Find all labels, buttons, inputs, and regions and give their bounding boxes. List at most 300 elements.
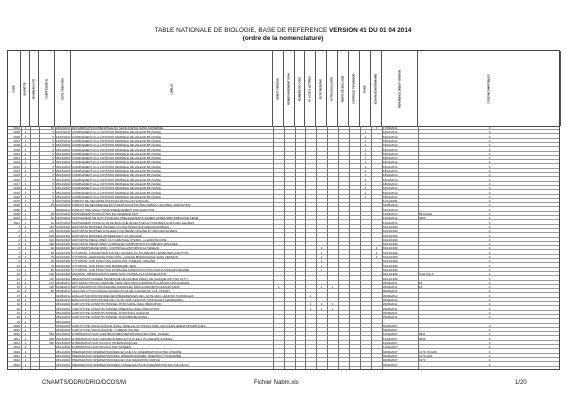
table-cell: 1: [320, 285, 323, 290]
table-cell: 1: [364, 143, 367, 148]
column-header-label: ACTES EXCLUSIFS: [330, 76, 334, 101]
table-cell: 01/12/1999: [383, 255, 398, 259]
table-cell: 80: [50, 250, 54, 255]
table-cell: 0900: [13, 212, 20, 216]
table-cell: PREPARATION SPERMATOZOIDES CONGELES POUR INSEMINATION EN VUE DE FIV: [72, 362, 189, 367]
table-cell: CARYOTYPE CONSTITUTIONNEL POSTNATAL SANGUIN: [72, 310, 150, 315]
table-cell: 1: [320, 306, 323, 311]
table-cell: 0: [488, 298, 491, 302]
table-cell: 23: [16, 319, 20, 324]
column-header-label: RANG: [363, 84, 367, 93]
table-cell: 0010: [13, 151, 20, 156]
table-cell: 01/12/1999: [383, 276, 398, 281]
column-header: [71, 51, 273, 126]
table-cell: 17: [16, 293, 20, 298]
table-cell: 0: [488, 169, 491, 173]
table-cell: CARYOTYPE CONSTITUTIONNEL SUR FIBROBLASTES: [72, 315, 148, 320]
table-cell: 11: [16, 267, 20, 272]
column-header-label: NOMBRE DE CODE: [298, 76, 301, 101]
table-cell: 0: [488, 272, 491, 277]
table-cell: 220: [49, 233, 54, 238]
table-cell: HYBRIDATION SUR CHROMOSOMES EN SITU DE 5 PLUSIEURS SONDES: [72, 336, 173, 341]
table-cell: 1: [24, 181, 27, 186]
column-header: [316, 51, 327, 126]
table-cell: 1: [331, 285, 334, 290]
column-header: [39, 51, 55, 126]
table-cell: HISTOPATH PIECE OPER. COMPLEXE COMPORTANT PLUSIEURS ORGANES: [72, 242, 178, 247]
table-cell: 25/12/2009: [56, 151, 70, 156]
table-cell: [419, 363, 560, 367]
table-cell: CYTOPATH. SUR PONCTION MAMMAIRE, SEIN: [72, 263, 137, 268]
table-cell: ANALYSE CYTOLOGIQUE SIGNIFICATIVE DE CANCER DU COL UTERIN: [72, 289, 170, 294]
table-cell: 115: [49, 224, 54, 229]
table-cell: EX EXTEMPORANE INDIC. CONTROLE HISTOPATH LA TENEUR: [72, 246, 159, 251]
table-cell: 0: [488, 147, 491, 152]
table-cell: 1: [24, 298, 27, 302]
table-cell: 5: [52, 130, 54, 135]
table-cell: 25/12/2009: [56, 186, 70, 191]
table-cell: 350: [49, 341, 54, 345]
table-cell: 50: [50, 126, 54, 130]
table-cell: COMPLEMENT A LA COTATION MINIMALE DE VALEUR B5 (SANG): [72, 164, 162, 169]
table-cell: 0: [488, 246, 491, 251]
table-cell: CARYOTYPE CONSTITUTIONNEL POST-NATAL AVEC INDICATION: [72, 302, 162, 307]
table-cell: 8: [18, 255, 20, 259]
table-cell: 25/12/2009: [56, 164, 70, 169]
table-cell: 0007: [13, 138, 20, 143]
table-cell: COMPLEMENT A LA COTATION MINIMALE DE VALEUR B5 (SANG): [72, 169, 162, 173]
table-cell: 15: [16, 285, 20, 290]
table-cell: 1: [24, 349, 27, 354]
table-cell: 0: [488, 160, 491, 165]
table-cell: 1: [309, 306, 312, 311]
table-cell: 01/12/1999: [383, 229, 398, 234]
table-cell: 01/07/2009: [56, 212, 70, 216]
table-cell: 25/12/2009: [56, 302, 70, 307]
table-cell: 03/06/2007: [383, 349, 398, 354]
table-cell: HISTOPATH BIOPSIES ISOLEES OU MULTIPLES NON REGROUPABLES: [72, 224, 170, 229]
table-cell: 100: [49, 272, 54, 277]
table-cell: [296, 363, 304, 367]
table-cell: 13/04/2013: [383, 216, 398, 221]
table-cell: 1: [24, 267, 27, 272]
table-cell: 25/12/2009: [56, 336, 70, 341]
table-cell: 0811: [13, 336, 20, 341]
table-cell: 1: [24, 220, 27, 225]
table-cell: COMPLEMENT A LA COTATION MINIMALE DE VALEUR B5 (SANG): [72, 181, 162, 186]
table-cell: EVALUATION PROVISOIRE DES PREFERENCES DE L'ACTE 0164: LESIONS TUMORALES: [72, 293, 194, 298]
table-cell: 0823: [13, 362, 20, 367]
table-cell: 25/12/2009: [56, 156, 70, 161]
table-cell: 01/01/1990: [56, 224, 70, 229]
column-header: [8, 51, 21, 126]
table-cell: 14/07/2011: [56, 130, 70, 135]
table-cell: 0176 79 0226: [419, 349, 437, 354]
table-cell: [361, 363, 370, 367]
column-divider: [55, 126, 56, 369]
table-cell: 18/01/2013: [383, 143, 398, 148]
table-cell: 25/12/2009: [56, 345, 70, 350]
table-cell: 01/01/1990: [56, 255, 70, 259]
table-cell: 170: [49, 280, 54, 285]
table-cell: 0020: [13, 194, 20, 199]
table-cell: 25/12/2009: [56, 341, 70, 345]
table-cell: 75: [50, 255, 54, 259]
column-header: [284, 51, 295, 126]
table-cell: 25/12/2009: [56, 319, 70, 324]
table-cell: 22/05/2012: [56, 298, 70, 302]
column-header-label: MAXIMUM ACTE: [32, 78, 36, 99]
table-cell: 1: [320, 255, 323, 259]
table-cell: COMPLEMENT A LA COTATION MINIMALE DE VALEUR B5 (SANG): [72, 190, 162, 195]
table-cell: 5: [52, 190, 54, 195]
table-cell: 0: [488, 177, 491, 182]
table-cell: 1: [331, 302, 334, 307]
table-cell: 03/06/2007: [383, 353, 398, 358]
table-cell: 0: [488, 349, 491, 354]
table-cell: 0: [488, 207, 491, 212]
table-cell: 13/04/2007: [383, 341, 398, 345]
table-cell: 1: [24, 353, 27, 358]
table-cell: 01/01/2013: [383, 207, 398, 212]
table-cell: 15: [419, 280, 423, 285]
table-cell: 0006: [13, 134, 20, 139]
table-cell: 16: [16, 289, 20, 294]
table-cell: 25/12/2009: [56, 358, 70, 363]
table-cell: 1: [320, 263, 323, 268]
table-cell: 1: [24, 276, 27, 281]
table-cell: 0: [488, 358, 491, 363]
table-cell: 1: [24, 199, 27, 204]
table-cell: 01/01/1990: [56, 246, 70, 251]
table-cell: 0: [488, 151, 491, 156]
table-cell: 1: [24, 362, 27, 367]
table-cell: [306, 363, 315, 367]
table-cell: [372, 363, 381, 367]
table-cell: 25/09/2010: [56, 289, 70, 294]
table-cell: 80: [50, 267, 54, 272]
table-cell: 13/04/2007: [383, 345, 398, 350]
table-cell: 0: [488, 345, 491, 350]
table-cell: 2: [18, 229, 20, 234]
table-cell: 0: [488, 164, 491, 169]
table-cell: 0: [488, 289, 491, 294]
table-cell: HISTOPATH BIOPSIES INTERESSANT UN ORGANE: [72, 233, 142, 238]
table-cell: 1: [24, 126, 27, 130]
table-cell: 0173: [419, 358, 426, 363]
table-cell: 14/07/2011: [56, 138, 70, 143]
table-cell: IMMUNOHISTOCHIMIE TECHNIQUE DE DOUBLE MARQ. DE CHAQUE ANTI (EX 0177): [72, 276, 188, 281]
table-cell: 0: [375, 126, 378, 130]
table-cell: HPV DETECTION DU GENOME VIRAL DES PAPILLOMAVIRUS HUMAINS ONCOGENES: [72, 280, 190, 285]
table-cell: 0813: [13, 345, 20, 350]
table-cell: 0911: [13, 220, 20, 225]
table-cell: 115: [49, 276, 54, 281]
table-cell: 1: [320, 246, 323, 251]
column-header: [371, 51, 382, 126]
column-header: [30, 51, 39, 126]
table-cell: 25/12/2009: [56, 177, 70, 182]
table-cell: 25/12/2009: [56, 181, 70, 186]
table-cell: 1: [24, 164, 27, 169]
table-cell: 5: [52, 138, 54, 143]
table-cell: 01/01/1990: [56, 237, 70, 242]
table-cell: 25/12/2009: [56, 306, 70, 311]
table-cell: 01/12/1999: [383, 237, 398, 242]
table-cell: FORFAIT PRE-ANALYTIQUE PRELEVEMENT PAR ANALYSTE: [72, 207, 155, 212]
table-cell: 23/06/2011: [383, 280, 398, 285]
table-cell: 1: [24, 336, 27, 341]
table-cell: 5: [52, 181, 54, 186]
table-cell: 25/12/2009: [56, 362, 70, 367]
table-cell: 13/04/2007: [383, 332, 398, 337]
table-cell: 03/06/2007: [383, 323, 398, 328]
table-cell: [285, 363, 294, 367]
table-cell: 1: [24, 289, 27, 294]
table-cell: 18/01/2013: [383, 156, 398, 161]
column-header-label: RCTE RESERVE: [319, 78, 323, 99]
table-cell: 1: [24, 263, 27, 268]
table-cell: 0: [488, 237, 491, 242]
table-cell: 0820: [13, 349, 20, 354]
table-cell: 0: [488, 220, 491, 225]
table-cell: 0: [488, 336, 491, 341]
table-cell: 1: [24, 302, 27, 307]
table-cell: 01/01/1990: [56, 233, 70, 238]
table-cell: 1: [364, 138, 367, 143]
table-cell: 09/09/2011: [383, 289, 398, 294]
table-cell: 1: [18, 224, 20, 229]
table-cell: 1: [24, 332, 27, 337]
table-cell: 1: [24, 341, 27, 345]
table-cell: [339, 363, 348, 367]
column-header: [382, 51, 418, 126]
table-cell: 0: [488, 328, 491, 333]
table-cell: 1: [24, 280, 27, 285]
table-cell: 0910 0911: [419, 212, 433, 216]
table-cell: 01/01/1990: [56, 263, 70, 268]
table-cell: 1: [364, 186, 367, 191]
table-cell: HISTOPATH BIOPSIES ETAGEES D'UN MEME ORGANE ET INDIVIDUALISEES: [72, 229, 178, 234]
table-cell: 01/12/1999: [383, 259, 398, 264]
table-cell: 01/12/1999: [383, 250, 398, 255]
table-cell: 25/12/2009: [56, 315, 70, 320]
table-cell: 1: [364, 194, 367, 199]
table-cell: 0005: [13, 130, 20, 135]
table-cell: 0: [488, 224, 491, 229]
table-cell: 25/06/2011: [383, 285, 398, 290]
table-cell: 17/03/2011: [383, 126, 398, 130]
table-cell: 18/01/2013: [383, 138, 398, 143]
table-cell: 5: [52, 186, 54, 191]
table-cell: 20/09/2012: [383, 293, 398, 298]
table-cell: 1: [24, 190, 27, 195]
table-cell: 0810: [13, 332, 20, 337]
table-cell: 04/07/2009: [56, 199, 70, 204]
table-cell: 01/07/2009: [56, 220, 70, 225]
table-cell: 0: [488, 194, 491, 199]
table-cell: [40, 363, 54, 367]
table-cell: 25/12/2009: [56, 169, 70, 173]
table-cell: 1: [24, 233, 27, 238]
table-cell: 01/01/1990: [56, 272, 70, 277]
table-cell: 350: [49, 336, 54, 341]
table-cell: ANAPATH. IMMUNOHISTOCHIMIE SUR COUPES A LA CONGELATION: [72, 272, 166, 277]
table-cell: 1: [24, 229, 27, 234]
table-cell: 3: [375, 255, 378, 259]
table-cell: COMPLEMENT A LA COTATION MINIMALE DE VALEUR B5 (SANG): [72, 130, 162, 135]
table-cell: 01/12/1999: [383, 263, 398, 268]
table-cell: 1: [364, 134, 367, 139]
column-divider: [418, 126, 419, 369]
table-cell: 1: [24, 156, 27, 161]
table-cell: 0008: [13, 143, 20, 148]
table-cell: 25/12/2009: [56, 190, 70, 195]
table-cell: CARYOTYPE CONSTITUTIONNEL PRENATAL AVEC INDICATION: [72, 306, 159, 311]
table-cell: 0: [488, 280, 491, 285]
column-header: [305, 51, 316, 126]
table-cell: 25/12/2009: [56, 353, 70, 358]
column-header-label: CONTROLE TECHNIQUE: [352, 73, 356, 104]
table-cell: 18/01/2013: [383, 169, 398, 173]
table-cell: COMPLEMENT A LA COTATION MINIMALE DE VALEUR B5 (SANG): [72, 151, 162, 156]
table-cell: 5: [52, 194, 54, 199]
table-cell: PREPARATION SPERMATOZOIDES EN VUE FIV, INSEMINATION INTRA UTERINE: [72, 349, 182, 354]
table-cell: 25/12/2009: [56, 173, 70, 178]
table-cell: 0910: [13, 216, 20, 221]
table-cell: CYTOPATH. HEPATIQUE PONCTION - LAVAGE BRONCHIQUE SANS VERSION: [72, 255, 178, 259]
column-divider: [382, 126, 383, 369]
table-cell: 1: [320, 250, 323, 255]
column-header-label: ECHANGE INTERIMAIRE: [374, 73, 378, 104]
table-cell: 21: [16, 310, 20, 315]
footer-page-number: 1/20: [515, 380, 527, 386]
column-header-label: CODE INCOMPATIBLES: [487, 73, 491, 104]
table-cell: 03/06/2007: [383, 358, 398, 363]
table-cell: 1: [24, 323, 27, 328]
table-cell: 18/01/2013: [383, 181, 398, 186]
table-cell: 18: [16, 298, 20, 302]
table-cell: 5: [52, 143, 54, 148]
table-cell: 0: [488, 255, 491, 259]
column-divider: [284, 126, 285, 369]
table-cell: 19: [16, 302, 20, 307]
table-cell: 5: [52, 151, 54, 156]
table-cell: 1: [364, 151, 367, 156]
table-cell: 18/01/2013: [383, 194, 398, 199]
column-header-label: COEFFICIENT B: [45, 78, 48, 99]
table-cell: 13: [16, 276, 20, 281]
table-cell: 0017: [13, 181, 20, 186]
table-cell: 0015: [13, 173, 20, 178]
table-cell: 1: [24, 186, 27, 191]
table-cell: COMPLEMENT A LA COTATION MINIMALE DE VALEUR B5 (SANG): [72, 160, 162, 165]
table-cell: 3: [18, 233, 20, 238]
table-cell: COMPLEMENT A LA COTATION MINIMALE DE VALEUR B5 (SANG): [72, 147, 162, 152]
column-divider: [349, 126, 350, 369]
table-cell: 1: [364, 181, 367, 186]
table-cell: 20: [16, 306, 20, 311]
table-cell: 1: [24, 160, 27, 165]
table-cell: 10: [16, 263, 20, 268]
column-header: [55, 51, 71, 126]
table-cell: Total Test F: [419, 272, 434, 277]
table-cell: 01/12/1999: [383, 242, 398, 247]
table-cell: 5: [52, 199, 54, 204]
table-cell: 1: [24, 255, 27, 259]
column-header: [327, 51, 338, 126]
table-cell: 1: [331, 306, 334, 311]
column-header-label: DATE CREATION: [61, 78, 64, 99]
column-divider: [71, 126, 72, 369]
table-cell: 1: [309, 302, 312, 307]
table-cell: 14/07/2011: [56, 134, 70, 139]
table-cell: 0: [488, 134, 491, 139]
table-cell: 03/06/2007: [383, 328, 398, 333]
table-cell: PREPARATION SPERMATOZOIDES SPERMOGRAMME, SPERMOCYTOGRAMME: [72, 353, 182, 358]
table-cell: 23/06/2011: [383, 306, 398, 311]
table-cell: 01/01/1990: [56, 242, 70, 247]
table-cell: 22/10/2010: [56, 126, 70, 130]
table-cell: HPV DIAGNOSTIC PROCEDURE INDIVIDUEL PAPILLOMAVIRUS HUMAIN SANG: [72, 285, 180, 290]
table-cell: 0: [488, 138, 491, 143]
table-cell: 23/06/2011: [383, 310, 398, 315]
table-cell: 01/01/1990: [56, 259, 70, 264]
table-cell: 5: [52, 169, 54, 173]
table-cell: 30: [50, 220, 54, 225]
table-cell: 18/01/2013: [383, 160, 398, 165]
table-cell: 18/01/2013: [383, 186, 398, 191]
table-cell: 01/12/1999: [383, 246, 398, 251]
table-cell: CYTOPATH. SUR PONCTION D'ORGANE APRES PUNCTION PAR PLUSIEURS REGIME: [72, 267, 190, 272]
column-divider: [39, 126, 40, 369]
table-cell: 1: [24, 212, 27, 216]
table-cell: 22/05/2012: [56, 293, 70, 298]
table-cell: 01/01/1990: [56, 267, 70, 272]
table-cell: 01/01/1990: [56, 229, 70, 234]
table-cell: 5: [52, 177, 54, 182]
table-cell: 1: [24, 259, 27, 264]
table-cell: 1: [364, 169, 367, 173]
table-cell: 01/12/1999: [383, 233, 398, 238]
table-cell: 0821: [13, 353, 20, 358]
table-cell: HYBRIDATION SUR NOYAUX INTERPHASIQUES: [72, 341, 138, 345]
column-divider: [305, 126, 306, 369]
table-cell: 13/04/2013: [383, 220, 398, 225]
table-header: [8, 51, 559, 127]
table-cell: SUPPLEMENT POUR ACTES EN URGENCE NUIT: [72, 212, 139, 216]
table-cell: 0: [488, 233, 491, 238]
table-cell: 1: [24, 272, 27, 277]
table-cell: HYBRIDATION SUR NOYAUX PAR SONDES: [72, 345, 131, 350]
table-cell: COMPLEMENT A LA COTATION MINIMALE DE VALEUR B5 (SANG): [72, 177, 162, 182]
table-cell: 0009: [13, 147, 20, 152]
column-header: [418, 51, 561, 126]
table-cell: 1: [24, 173, 27, 178]
table-cell: 12: [16, 272, 20, 277]
table-cell: 0: [488, 126, 491, 130]
table-cell: 0: [488, 156, 491, 161]
table-cell: 400: [49, 242, 54, 247]
table-cell: 25: [50, 212, 54, 216]
table-cell: COMPLEMENT A LA COTATION MINIMALE DE VALEUR B5 (SANG): [72, 173, 162, 178]
column-header-label: CODE: [12, 84, 16, 93]
table-cell: 01/01/1990: [56, 250, 70, 255]
table-cell: 03/06/2007: [383, 362, 398, 367]
table-cell: 5: [52, 173, 54, 178]
column-divider: [327, 126, 328, 369]
table-cell: 80: [50, 289, 54, 294]
